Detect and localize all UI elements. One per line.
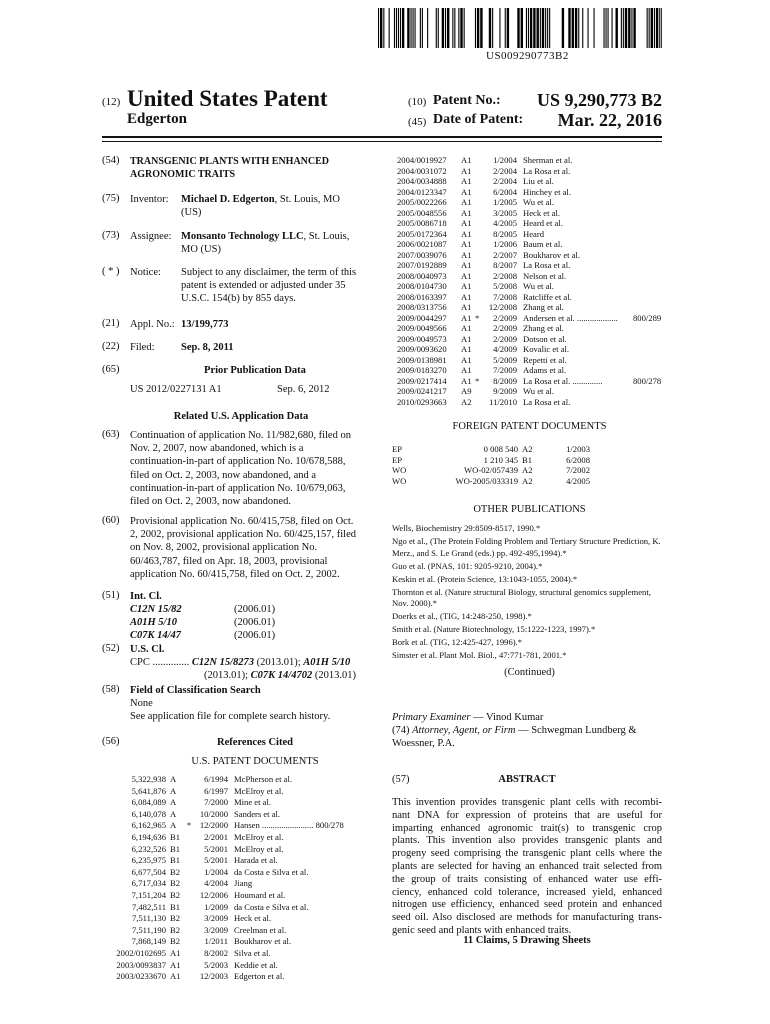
barcode-bar [475, 8, 476, 48]
inventor-label: Inventor: [130, 194, 169, 205]
pub-doc-row: 2004/0034888 A1 2/2004 Liu et al. [397, 176, 554, 186]
refs-code: (56) [102, 736, 120, 747]
pub-doc-row: 2005/0086718 A1 4/2005 Heard et al. [397, 218, 563, 228]
us-doc-row: 6,140,078 A 10/2000 Sanders et al. [131, 808, 281, 819]
barcode-number: US009290773B2 [486, 50, 569, 62]
header-rule [102, 136, 662, 138]
barcode-bar [547, 8, 548, 48]
assignee-label: Assignee: [130, 231, 172, 242]
document-title: United States Patent [127, 86, 328, 111]
barcode-bar [454, 8, 455, 48]
barcode-bar [647, 8, 648, 48]
pub-doc-row: 2004/0031072 A1 2/2004 La Rosa et al. [397, 165, 571, 176]
prior-pub: US 2012/0227131 A1 [130, 384, 222, 395]
provisional-text: Provisional application No. 60/415,758, filed on Oct. 2, 2002, provisional application No. 60/425,157, filed on Nov. 8, 2002, provisional application No. 60/463,787, filed on Apr. 18, 2003, provisional application No. 60/415,758, filed on Oct. 2, 2002. [130, 516, 357, 580]
barcode-bar [383, 8, 384, 48]
barcode-bar [380, 8, 382, 48]
foreign-heading: FOREIGN PATENT DOCUMENTS [452, 421, 607, 432]
barcode [378, 8, 662, 48]
prior-heading: Prior Publication Data [204, 365, 306, 376]
barcode-bar [489, 8, 491, 48]
barcode-bar [398, 8, 399, 48]
barcode-bar [458, 8, 459, 48]
inventor-surname: Edgerton [127, 111, 187, 127]
attorney-line: (74) Attorney, Agent, or Firm — Schwegman Lundberg & Woessner, P.A. [392, 725, 637, 750]
intcl-label: Int. Cl. [130, 591, 162, 602]
barcode-bar [621, 8, 622, 48]
pub-doc-row: 2004/0123347 A1 6/2004 Hinchey et al. [397, 186, 571, 197]
barcode-bar [480, 8, 482, 48]
barcode-bar [411, 8, 412, 48]
barcode-bar [631, 8, 632, 48]
prov-code: (60) [102, 515, 120, 526]
pub-doc-row: 2010/0293663 A2 11/2010 La Rosa et al. [397, 396, 571, 407]
other-pub-item: Wells, Biochemistry 29:8509-8517, 1990.* [392, 523, 541, 533]
pub-doc-row: 2006/0021087 A1 1/2006 Baum et al. [397, 239, 563, 249]
pub-doc-row: 2009/0049566 A1 2/2009 Zhang et al. [397, 323, 564, 333]
us-doc-row: 7,151,204 B2 12/2006 Houmard et al. [131, 889, 286, 900]
other-pub-item: Thornton et al. (Nature structural Biology, structural genomics supplement, Nov. 2000).* [392, 586, 651, 609]
continued-note: (Continued) [504, 667, 555, 678]
pub-doc-row: 2004/0019927 A1 1/2004 Sherman et al. [397, 155, 573, 165]
cont-code: (63) [102, 429, 120, 440]
appl-number: 13/199,773 [181, 319, 229, 330]
title-code: (54) [102, 155, 120, 166]
barcode-bar [436, 8, 437, 48]
pub-doc-row: 2007/0039076 A1 2/2007 Boukharov et al. [397, 249, 581, 260]
pub-doc-row: 2009/0049573 A1 2/2009 Dotson et al. [397, 333, 567, 344]
inventor-field: Michael D. Edgerton, St. Louis, MO (US) [181, 194, 340, 219]
prior-code: (65) [102, 364, 120, 375]
pub-doc-row: 2009/0183270 A1 7/2009 Adams et al. [397, 365, 567, 375]
us-doc-row: 2002/0102695 A1 8/2002 Silva et al. [116, 947, 271, 958]
examiner-line: Primary Examiner — Vinod Kumar [392, 712, 544, 723]
foreign-doc-row: WO WO-02/057439 A2 7/2002 [392, 465, 590, 475]
pub-doc-row: 2009/0138981 A1 5/2009 Repetti et al. [397, 354, 567, 365]
barcode-bar [528, 8, 529, 48]
kind-code: (12) [102, 96, 121, 108]
us-doc-row: 6,235,975 B1 5/2001 Harada et al. [131, 855, 278, 866]
barcode-bar [651, 8, 653, 48]
barcode-bar [575, 8, 577, 48]
us-doc-row: 7,511,190 B2 3/2009 Creelman et al. [131, 924, 287, 935]
other-pub-item: Keskin et al. (Protein Science, 13:1043-1055, 2004).* [392, 573, 578, 584]
barcode-bar [427, 8, 428, 48]
barcode-bar [633, 8, 635, 48]
barcode-bar [445, 8, 446, 48]
pub-doc-row: 2008/0313756 A1 12/2008 Zhang et al. [397, 302, 564, 312]
barcode-bar [477, 8, 479, 48]
barcode-bar [420, 8, 421, 48]
other-pubs-list [392, 523, 662, 663]
notice-code: ( * ) [102, 266, 120, 277]
barcode-bar [649, 8, 650, 48]
barcode-bar [661, 8, 662, 48]
pub-doc-row: 2008/0163397 A1 7/2008 Ratcliffe et al. [397, 291, 572, 302]
pub-doc-row: 2008/0104730 A1 5/2008 Wu et al. [397, 281, 554, 291]
patent-no-code: (10) [408, 96, 427, 108]
filed-date: Sep. 8, 2011 [181, 342, 234, 353]
barcode-bar [396, 8, 397, 48]
foreign-doc-row: EP 0 008 540 A2 1/2003 [392, 444, 590, 454]
barcode-bar [545, 8, 546, 48]
other-pub-item: Guo et al. (PNAS, 101: 9205-9210, 2004).* [392, 560, 543, 571]
barcode-bar [499, 8, 500, 48]
barcode-bar [588, 8, 589, 48]
barcode-bar [604, 8, 605, 48]
barcode-bar [623, 8, 624, 48]
barcode-bar [464, 8, 465, 48]
barcode-bar [438, 8, 439, 48]
barcode-bar [394, 8, 395, 48]
us-doc-row: 6,677,504 B2 1/2004 da Costa e Silva et al. [131, 866, 309, 877]
filed-label: Filed: [130, 342, 155, 353]
uscl-code: (52) [102, 643, 120, 654]
us-doc-row: 6,717,034 B2 4/2004 Jiang [131, 878, 253, 889]
us-doc-row: 6,084,089 A 7/2000 Mine et al. [131, 797, 271, 808]
search-field: Field of Classification Search None See application file for complete search history. [130, 685, 331, 723]
pub-doc-row: 2005/0048556 A1 3/2005 Heck et al. [397, 207, 560, 218]
abstract-code: (57) [392, 774, 410, 785]
pub-doc-row: 2008/0040973 A1 2/2008 Nelson et al. [397, 270, 567, 281]
us-doc-row: 6,162,965 A * 12/2000 Hansen ........................ 800/278 [131, 820, 344, 831]
barcode-bar [402, 8, 404, 48]
barcode-bar [578, 8, 579, 48]
uscl-label: U.S. Cl. [130, 644, 165, 655]
appl-label: Appl. No.: [130, 319, 175, 330]
other-pub-item: Simster et al. Plant Mol. Biol., 47:771-781, 2001.* [392, 650, 567, 661]
us-doc-row: 2003/0233670 A1 12/2003 Edgerton et al. [116, 971, 285, 982]
intcl-code: (51) [102, 590, 120, 601]
barcode-bar [526, 8, 527, 48]
barcode-bar [407, 8, 409, 48]
date-code: (45) [408, 116, 427, 128]
invention-title: TRANSGENIC PLANTS WITH ENHANCED AGRONOMIC TRAITS [130, 156, 330, 181]
date-label: Date of Patent: [433, 112, 524, 127]
other-pub-item: Smith et al. (Nature Biotechnology, 15:1222-1223, 1997).* [392, 624, 596, 635]
barcode-bar [608, 8, 609, 48]
patent-date: Mar. 22, 2016 [557, 110, 662, 130]
barcode-bar [540, 8, 541, 48]
barcode-bar [507, 8, 509, 48]
barcode-bar [659, 8, 660, 48]
us-docs-table [104, 774, 344, 983]
assignee-code: (73) [102, 230, 120, 241]
foreign-doc-row: EP 1 210 345 B1 6/2008 [392, 454, 590, 465]
barcode-bar [594, 8, 595, 48]
filed-code: (22) [102, 341, 120, 352]
us-doc-row: 7,482,511 B1 1/2009 da Costa e Silva et al. [131, 901, 309, 912]
foreign-doc-row: WO WO-2005/033319 A2 4/2005 [392, 475, 590, 486]
us-doc-row: 5,322,938 A 6/1994 McPherson et al. [131, 774, 292, 784]
notice-text: Subject to any disclaimer, the term of this patent is extended or adjusted under 35 U.S.C. 154(b) by 855 days. [181, 267, 357, 305]
other-pub-item: Bork et al. (TIG, 12:425-427, 1996).* [392, 637, 523, 648]
barcode-bar [460, 8, 462, 48]
barcode-bar [549, 8, 550, 48]
pub-doc-row: 2009/0044297 A1 * 2/2009 Andersen et al. ................... 800/289 [397, 312, 662, 323]
related-heading: Related U.S. Application Data [173, 411, 309, 422]
barcode-bar [568, 8, 570, 48]
barcode-bar [628, 8, 630, 48]
barcode-bar [616, 8, 618, 48]
assignee-field: Monsanto Technology LLC, St. Louis, MO (US) [181, 231, 350, 256]
pub-doc-row: 2009/0241217 A9 9/2009 Wu et al. [397, 386, 554, 396]
pub-doc-row: 2009/0217414 A1 * 8/2009 La Rosa et al. .............. 800/278 [397, 375, 662, 386]
search-code: (58) [102, 684, 120, 695]
us-docs-heading: U.S. PATENT DOCUMENTS [191, 756, 319, 767]
barcode-bar [415, 8, 416, 48]
abstract-heading: ABSTRACT [498, 774, 556, 785]
us-doc-row: 7,868,149 B2 1/2011 Boukharov et al. [131, 936, 292, 947]
barcode-bar [505, 8, 506, 48]
barcode-bar [537, 8, 539, 48]
notice-label: Notice: [130, 267, 161, 278]
claims-summary: 11 Claims, 5 Drawing Sheets [463, 935, 591, 946]
prior-date: Sep. 6, 2012 [277, 384, 330, 395]
barcode-bar [521, 8, 523, 48]
barcode-bar [442, 8, 444, 48]
barcode-bar [389, 8, 390, 48]
barcode-bar [542, 8, 544, 48]
pub-doc-row: 2005/0172364 A1 8/2005 Heard [397, 228, 544, 239]
us-doc-row: 6,194,636 B1 2/2001 McElroy et al. [131, 831, 284, 842]
barcode-bar [533, 8, 535, 48]
other-pub-item: Doerks et al., (TIG, 14:248-250, 1998).* [392, 611, 532, 622]
barcode-bar [452, 8, 453, 48]
barcode-bar [517, 8, 519, 48]
barcode-bar [654, 8, 655, 48]
barcode-bar [572, 8, 574, 48]
barcode-bar [656, 8, 658, 48]
us-doc-row: 6,232,526 B1 5/2001 McElroy et al. [131, 843, 284, 854]
abstract-text: This invention provides transgenic plant cells with recombi- nant DNA for expression of proteins that are useful for imparting enhanced agronomic trait(s) to transgenic crop plants. This invention also provides transgenic plants and progeny seed comprising the transgenic plant cells where the plants are selected for having an enhanced trait selected from the group of traits consisting of enhanced water use effi- ciency, enhanced cold tolerance, increased yield, enhanced nitrogen use efficiency, enhanced seed protein and enhanced seed oil. Also disclosed are methods for manufacturing trans- genic seed and plants with enhanced traits. [392, 797, 662, 936]
pub-docs-table [397, 155, 661, 407]
patent-no-label: Patent No.: [433, 93, 501, 108]
patent-number: US 9,290,773 B2 [536, 90, 662, 110]
barcode-bar [400, 8, 401, 48]
appl-code: (21) [102, 318, 120, 329]
barcode-bar [612, 8, 613, 48]
pub-doc-row: 2005/0022266 A1 1/2005 Wu et al. [397, 197, 554, 207]
barcode-bar [606, 8, 607, 48]
header-rule-thin [102, 141, 662, 142]
barcode-bar [422, 8, 423, 48]
us-doc-row: 2003/0093837 A1 5/2003 Keddie et al. [116, 959, 278, 970]
barcode-bar [378, 8, 379, 48]
cpc-line: CPC .............. C12N 15/8273 (2013.01); A01H 5/10 (2013.01); C07K 14/4702 (2013.01) [130, 657, 356, 682]
barcode-bar [413, 8, 414, 48]
foreign-docs-table [392, 444, 590, 486]
pub-doc-row: 2007/0192889 A1 8/2007 La Rosa et al. [397, 260, 571, 270]
intcl-list: C12N 15/82 (2006.01) A01H 5/10 (2006.01) C07K 14/47 (2006.01) [130, 604, 276, 642]
barcode-bar [562, 8, 564, 48]
barcode-bar [625, 8, 627, 48]
barcode-bar [492, 8, 493, 48]
us-doc-row: 5,641,876 A 6/1997 McElroy et al. [131, 785, 284, 796]
refs-heading: References Cited [217, 737, 293, 748]
barcode-bar [582, 8, 583, 48]
us-doc-row: 7,511,130 B2 3/2009 Heck et al. [131, 913, 271, 924]
barcode-bar [530, 8, 532, 48]
barcode-bar [447, 8, 449, 48]
inventor-code: (75) [102, 193, 120, 204]
pub-doc-row: 2009/0093620 A1 4/2009 Kovalic et al. [397, 344, 570, 354]
other-pubs-heading: OTHER PUBLICATIONS [473, 504, 586, 515]
other-pub-item: Ngo et al., (The Protein Folding Problem and Tertiary Structure Prediction, K. Merz., and S. Le Grand (eds.) pp. 492-495,1994).* [392, 535, 661, 558]
continuation-text: Continuation of application No. 11/982,680, filed on Nov. 2, 2007, now abandoned, which is a continuation-in-part of application No. 10/678,588, filed on Oct. 2, 2003, now abandoned, and a continuation-in-part of application No. 10/679,063, filed on Oct. 2, 2003, now abandoned. [130, 430, 351, 508]
